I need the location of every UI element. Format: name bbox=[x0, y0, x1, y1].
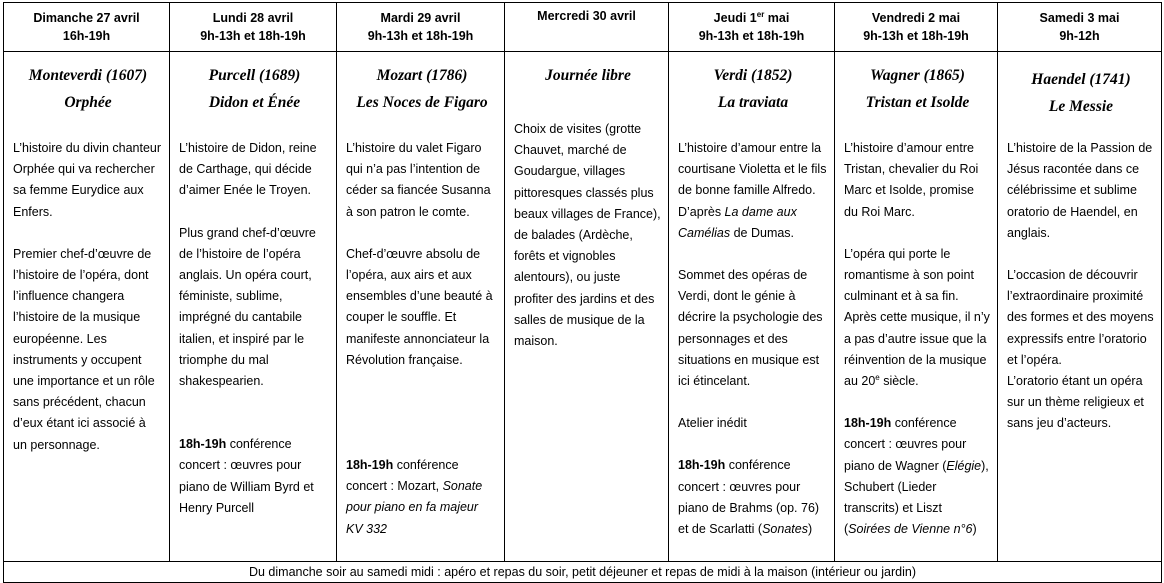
concert-text: 18h-19h conférence concert : œuvres pour piano de Brahms (op. 76) et de Scarlatti (Sonates) bbox=[678, 458, 820, 537]
day-hours: 9h-13h et 18h-19h bbox=[200, 29, 306, 43]
content-row bbox=[4, 52, 1162, 562]
column-free-day bbox=[505, 52, 669, 562]
day-hours: 9h-13h et 18h-19h bbox=[367, 29, 474, 43]
concert-text: 18h-19h conférence concert : œuvres pour piano de William Byrd et Henry Purcell bbox=[179, 437, 314, 515]
story-text: L’histoire d’amour entre la courtisane Violetta et le fils de bonne famille Alfredo. D’après La dame aux Camélias de Dumas. bbox=[678, 141, 827, 240]
opera-title: Purcell (1689) Didon et Énée bbox=[208, 67, 301, 111]
day-label: Mercredi 30 avril bbox=[537, 9, 636, 23]
activities-text: Choix de visites (grotte Chauvet, marché de Goudargue, villages pittoresques classés plus beaux villages de France), de balades (Ardèche, forêts et vignobles alentours), ou juste profiter des jardins et des salles de musique de la maison. bbox=[514, 122, 661, 349]
day-hours: 9h-12h bbox=[1059, 29, 1100, 43]
opera-title: Mozart (1786) Les Noces de Figaro bbox=[356, 67, 488, 111]
concert-text: 18h-19h conférence concert : œuvres pour piano de Wagner (Elégie), Schubert (Lieder transcrits) et Liszt (Soirées de Vienne n°6) bbox=[844, 416, 989, 537]
opera-title: Haendel (1741) Le Messie bbox=[1031, 71, 1131, 115]
column-haendel bbox=[998, 52, 1162, 562]
footer-row bbox=[4, 562, 1162, 583]
story-text: L’histoire de Didon, reine de Carthage, qui décide d’aimer Enée le Troyen. bbox=[179, 141, 317, 198]
day-label: Lundi 28 avril bbox=[212, 11, 294, 25]
day-header-thursday bbox=[669, 3, 835, 52]
column-purcell bbox=[170, 52, 337, 562]
day-hours: 9h-13h et 18h-19h bbox=[698, 29, 805, 43]
column-verdi bbox=[669, 52, 835, 562]
opera-title: Monteverdi (1607) Orphée bbox=[28, 67, 148, 111]
header-row bbox=[4, 3, 1162, 52]
note-text: L’oratorio étant un opéra sur un thème religieux et sans jeu d’acteurs. bbox=[1007, 374, 1144, 431]
column-wagner bbox=[835, 52, 998, 562]
column-monteverdi bbox=[4, 52, 170, 562]
opera-title: Journée libre bbox=[545, 67, 631, 84]
opera-title: Verdi (1852) La traviata bbox=[713, 67, 793, 111]
schedule-table bbox=[3, 2, 1162, 583]
day-header-monday bbox=[170, 3, 337, 52]
day-label: Mardi 29 avril bbox=[380, 11, 461, 25]
day-header-saturday bbox=[998, 3, 1162, 52]
description-text: L’opéra qui porte le romantisme à son point culminant et à sa fin. Après cette musique, il n’y a pas d’autre issue que la réinvention de la musique au 20e siècle. bbox=[844, 246, 990, 389]
concert-text: 18h-19h conférence concert : Mozart, Sonate pour piano en fa majeur KV 332 bbox=[346, 458, 483, 536]
day-header-tuesday bbox=[337, 3, 505, 52]
day-label: Dimanche 27 avril bbox=[33, 11, 140, 25]
story-text: L’histoire de la Passion de Jésus racontée dans ce célébrissime et sublime oratorio de Haendel, en anglais. bbox=[1007, 141, 1153, 240]
story-text: L’histoire d’amour entre Tristan, chevalier du Roi Marc et Isolde, promise du Roi Marc. bbox=[844, 141, 979, 219]
day-label: Vendredi 2 mai bbox=[871, 11, 961, 25]
description-text: Chef-d’œuvre absolu de l’opéra, aux airs et aux ensembles d’une beauté à couper le souffle. Et manifeste annonciateur la Révolution française. bbox=[346, 246, 493, 367]
day-label: Samedi 3 mai bbox=[1039, 11, 1120, 25]
day-header-sunday bbox=[4, 3, 170, 52]
workshop-text: Atelier inédit bbox=[678, 416, 747, 431]
description-text: Plus grand chef-d’œuvre de l’histoire de l’opéra anglais. Un opéra court, féministe, sublime, imprégné du cantabile italien, et inspiré par le triomphe du mal shakespearien. bbox=[179, 225, 316, 389]
day-hours: 9h-13h et 18h-19h bbox=[863, 29, 969, 43]
description-text: Sommet des opéras de Verdi, dont le génie à décrire la psychologie des personnages et des situations en musique est ici étincelant. bbox=[678, 268, 823, 389]
footer-note: Du dimanche soir au samedi midi : apéro et repas du soir, petit déjeuner et repas de midi à la maison (intérieur ou jardin) bbox=[4, 562, 1162, 583]
column-mozart bbox=[337, 52, 505, 562]
description-text: Premier chef-d’œuvre de l’histoire de l’opéra, dont l’influence changera l’histoire de la musique européenne. Les instruments y occupent une importance et un rôle sans précédent, chacun d’eux étant ici associé à un personnage. bbox=[13, 246, 155, 452]
day-hours: 16h-19h bbox=[62, 29, 111, 43]
day-header-wednesday bbox=[505, 3, 669, 52]
day-header-friday bbox=[835, 3, 998, 52]
story-text: L’histoire du divin chanteur Orphée qui va rechercher sa femme Eurydice aux Enfers. bbox=[13, 141, 162, 219]
description-text: L’occasion de découvrir l’extraordinaire proximité des formes et des moyens expressifs entre l’oratorio et l’opéra. bbox=[1007, 268, 1154, 367]
story-text: L’histoire du valet Figaro qui n’a pas l’intention de céder sa fiancée Susanna à son patron le comte. bbox=[346, 141, 491, 219]
day-label: Jeudi 1er mai bbox=[713, 9, 790, 25]
opera-title: Wagner (1865) Tristan et Isolde bbox=[865, 67, 970, 111]
